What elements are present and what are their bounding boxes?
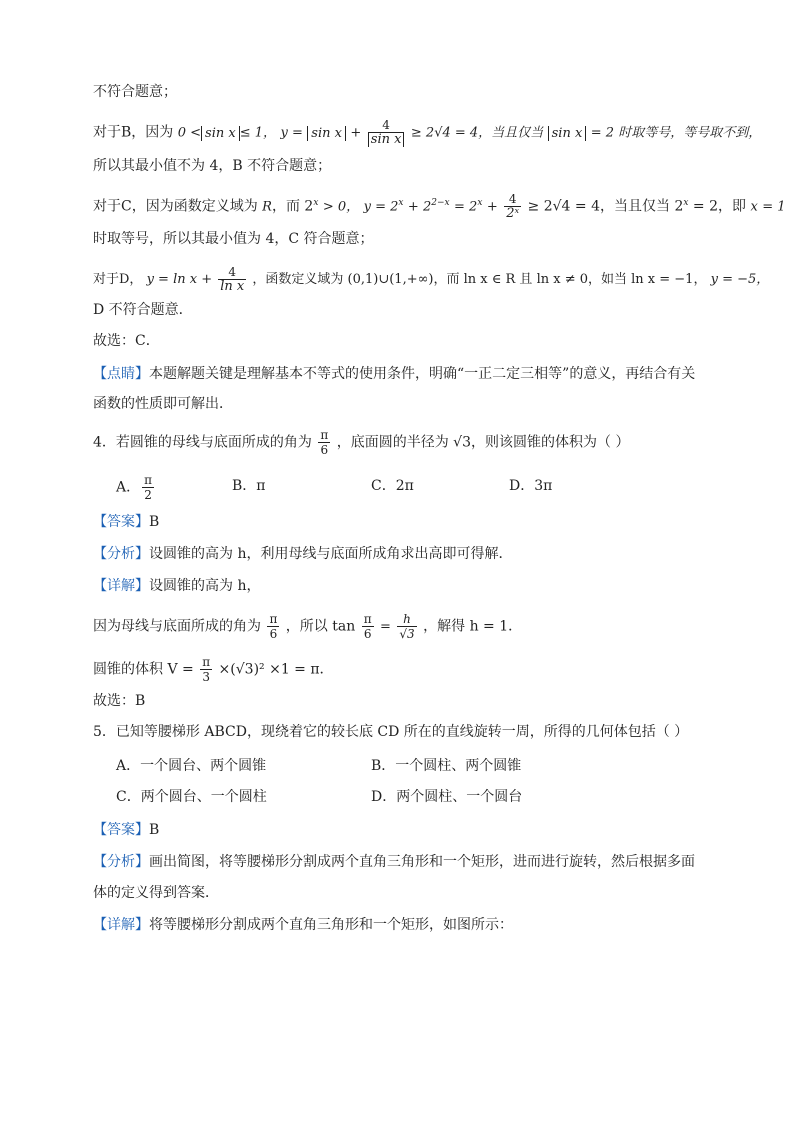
superscript: x	[313, 197, 319, 208]
text-line	[93, 883, 219, 903]
superscript: x	[683, 197, 689, 208]
math: R	[262, 199, 272, 215]
numerator: 4	[508, 192, 517, 206]
text: 设圆锥的高为 h，	[149, 578, 261, 594]
text: B	[149, 514, 160, 530]
text: 对于B，因为	[93, 124, 174, 141]
math-abs: sin x	[307, 126, 346, 141]
text: = 2，即	[692, 198, 746, 215]
text: 不符合题意；	[93, 84, 177, 100]
section-tag: 【分析】	[93, 854, 149, 870]
math: + 2	[407, 199, 432, 215]
math: =	[380, 619, 391, 635]
text: ，而 2	[271, 198, 314, 215]
numerator: π	[320, 428, 329, 442]
fraction	[218, 265, 246, 294]
superscript: x	[398, 197, 404, 208]
denominator: 6	[267, 626, 279, 641]
text-line-option-b	[93, 118, 761, 147]
math: = 2	[454, 199, 478, 215]
numerator: 4	[228, 265, 237, 279]
text: ×(√3)² ×1 = π．	[218, 661, 334, 678]
text-line	[93, 691, 145, 711]
numerator: 4	[382, 118, 390, 132]
tip-line	[93, 364, 695, 384]
option-c	[371, 476, 414, 496]
text: 4．若圆锥的母线与底面所成的角为	[93, 434, 312, 451]
text: 函数的性质即可解出．	[93, 396, 233, 412]
fraction	[267, 612, 279, 641]
option-a	[116, 756, 266, 776]
denominator: ln x	[220, 279, 245, 294]
superscript: 2−x	[431, 197, 450, 208]
section-tag: 【详解】	[93, 917, 149, 933]
text-line	[93, 612, 522, 641]
text: D．两个圆柱、一个圆台	[371, 789, 523, 805]
text-line	[93, 655, 334, 684]
math-abs: sin x	[548, 126, 587, 141]
analysis-line	[93, 852, 695, 872]
math: ≤ 1，	[239, 125, 277, 141]
text: ，底面圆的半径为 √3，则该圆锥的体积为（ ）	[336, 434, 630, 451]
text: 本题解题关键是理解基本不等式的使用条件，明确“一正二定三相等”的意义，再结合有关	[149, 366, 696, 382]
math: 0 <	[177, 125, 202, 141]
answer-line	[93, 512, 159, 532]
math: ≥ 2√4 = 4，当且仅当	[410, 125, 544, 141]
text: 因为母线与底面所成的角为	[93, 618, 261, 635]
text: B．一个圆柱、两个圆锥	[371, 758, 522, 774]
math: y = 2	[363, 199, 399, 215]
text: B．π	[232, 478, 266, 494]
text: 故选：C．	[93, 333, 160, 349]
text: 圆锥的体积 V =	[93, 661, 194, 678]
text: 体的定义得到答案．	[93, 885, 219, 901]
text-line-option-c	[93, 192, 786, 221]
option-d	[509, 476, 552, 496]
text: A．一个圆台、两个圆锥	[116, 758, 267, 774]
math: +	[350, 125, 362, 141]
fraction	[368, 118, 405, 147]
math: = 1	[762, 199, 786, 215]
denominator: 2ˣ	[506, 206, 520, 221]
text: C．2π	[371, 478, 414, 494]
text: 故选：B	[93, 693, 146, 709]
text: 画出简图，将等腰梯形分割成两个直角三角形和一个矩形，进而进行旋转，然后根据多面	[149, 854, 695, 870]
numerator: π	[363, 612, 372, 626]
fraction	[397, 612, 416, 641]
detail-line	[93, 915, 513, 935]
fraction	[200, 655, 212, 684]
text: A．	[116, 479, 141, 496]
section-tag: 【详解】	[93, 578, 149, 594]
text-line	[93, 394, 233, 414]
math-abs: sin x	[201, 126, 240, 141]
math: = 2 时取等号，等号取不到，	[590, 125, 762, 141]
text: C．两个圆台、一个圆柱	[116, 789, 267, 805]
section-tag: 【分析】	[93, 546, 149, 562]
math: +	[486, 199, 498, 215]
denominator: sin x	[368, 132, 405, 147]
text-line	[93, 300, 193, 320]
numerator: π	[269, 612, 278, 626]
text: D 不符合题意．	[93, 302, 193, 318]
numerator: π	[144, 473, 153, 487]
answer-line	[93, 820, 159, 840]
text: 5．已知等腰梯形 ABCD，现绕着它的较长底 CD 所在的直线旋转一周，所得的几何体包括（ ）	[93, 724, 689, 740]
option-d	[371, 787, 522, 807]
math: > 0，	[322, 199, 360, 215]
denominator: 3	[200, 669, 212, 684]
section-tag: 【点睛】	[93, 366, 149, 382]
section-tag: 【答案】	[93, 514, 149, 530]
text: 对于C，因为函数定义域为	[93, 198, 258, 215]
analysis-line	[93, 544, 512, 564]
math: y = −5，	[710, 272, 770, 287]
fraction	[142, 473, 154, 502]
option-a	[116, 473, 156, 502]
numerator: π	[202, 655, 211, 669]
text-line	[93, 82, 177, 102]
text-line	[93, 331, 160, 351]
question-4	[93, 428, 629, 457]
text-line-option-d	[93, 265, 769, 294]
text: 设圆锥的高为 h，利用母线与底面所成角求出高即可得解．	[149, 546, 513, 562]
math: x	[750, 199, 758, 215]
fraction	[504, 192, 521, 221]
denominator: 6	[362, 626, 374, 641]
denominator: 6	[318, 442, 330, 457]
text: 所以其最小值不为 4，B 不符合题意；	[93, 158, 332, 174]
text: 对于D，	[93, 272, 143, 287]
denominator: √3	[399, 627, 415, 641]
text-line	[93, 229, 374, 249]
text-line	[93, 156, 331, 176]
text: ，所以 tan	[285, 618, 356, 635]
section-tag: 【答案】	[93, 822, 149, 838]
numerator: h	[403, 612, 411, 626]
text: ，函数定义域为 (0,1)∪(1,+∞)，而 ln x ∈ R 且 ln x ≠ 0，如当 ln x = −1，	[252, 272, 707, 287]
denominator: 2	[142, 487, 154, 502]
math: y = ln x +	[146, 272, 213, 287]
text: B	[149, 822, 160, 838]
fraction	[318, 428, 330, 457]
superscript: x	[477, 197, 483, 208]
text: 时取等号，所以其最小值为 4，C 符合题意；	[93, 231, 374, 247]
question-5	[93, 722, 688, 742]
option-b	[371, 756, 521, 776]
option-b	[232, 476, 266, 496]
math: y =	[280, 125, 303, 141]
option-c	[116, 787, 267, 807]
fraction	[362, 612, 374, 641]
text: 将等腰梯形分割成两个直角三角形和一个矩形，如图所示：	[149, 917, 513, 933]
text: D．3π	[509, 478, 553, 494]
text: ，解得 h = 1．	[423, 618, 523, 635]
detail-line	[93, 576, 260, 596]
text: ≥ 2√4 = 4，当且仅当 2	[527, 198, 684, 215]
